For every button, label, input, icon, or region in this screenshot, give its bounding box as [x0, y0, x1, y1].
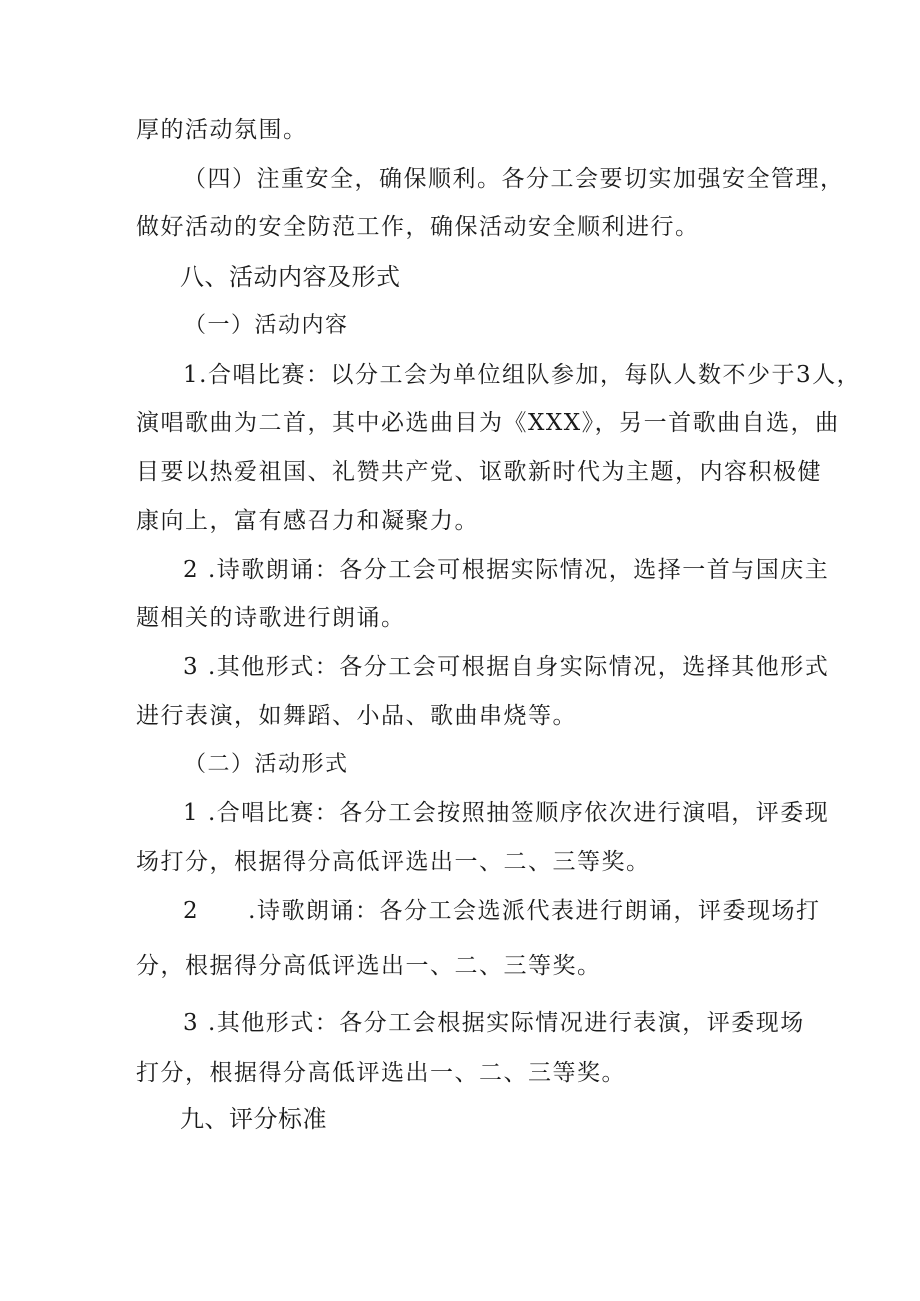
paragraph-line: 3 .其他形式：各分工会可根据自身实际情况，选择其他形式 — [183, 654, 830, 680]
paragraph-line: 康向上，富有感召力和凝聚力。 — [136, 508, 479, 534]
paragraph-line: 1 .合唱比赛：各分工会按照抽签顺序依次进行演唱，评委现 — [183, 800, 830, 826]
paragraph-line: 分，根据得分高低评选出一、二、三等奖。 — [136, 953, 602, 979]
paragraph-line: 3 .其他形式：各分工会根据实际情况进行表演，评委现场 — [183, 1010, 805, 1036]
paragraph-line: 场打分，根据得分高低评选出一、二、三等奖。 — [136, 849, 651, 875]
paragraph-line: 2 .诗歌朗诵：各分工会选派代表进行朗诵，评委现场打 — [183, 898, 821, 924]
subsection-heading: （一）活动内容 — [184, 313, 349, 338]
paragraph-line: 做好活动的安全防范工作，确保活动安全顺利进行。 — [136, 214, 700, 240]
section-heading-8: 八、活动内容及形式 — [180, 263, 401, 291]
paragraph-line: 打分，根据得分高低评选出一、二、三等奖。 — [136, 1060, 626, 1086]
paragraph-line: 1.合唱比赛：以分工会为单位组队参加，每队人数不少于3人， — [183, 362, 862, 388]
paragraph-line: 题相关的诗歌进行朗诵。 — [136, 605, 406, 631]
paragraph-line: 进行表演，如舞蹈、小品、歌曲串烧等。 — [136, 703, 577, 729]
paragraph-line: 厚的活动氛围。 — [136, 117, 308, 143]
paragraph-line: 演唱歌曲为二首，其中必选曲目为《XXX》，另一首歌曲自选，曲 — [136, 410, 840, 436]
subsection-heading: （二）活动形式 — [184, 752, 349, 777]
paragraph-line: 目要以热爱祖国、礼赞共产党、讴歌新时代为主题，内容积极健 — [136, 459, 822, 485]
paragraph-line: 2 .诗歌朗诵：各分工会可根据实际情况，选择一首与国庆主 — [183, 557, 830, 583]
paragraph-line: （四）注重安全，确保顺利。各分工会要切实加强安全管理， — [183, 166, 845, 192]
section-heading-9: 九、评分标准 — [180, 1105, 327, 1133]
